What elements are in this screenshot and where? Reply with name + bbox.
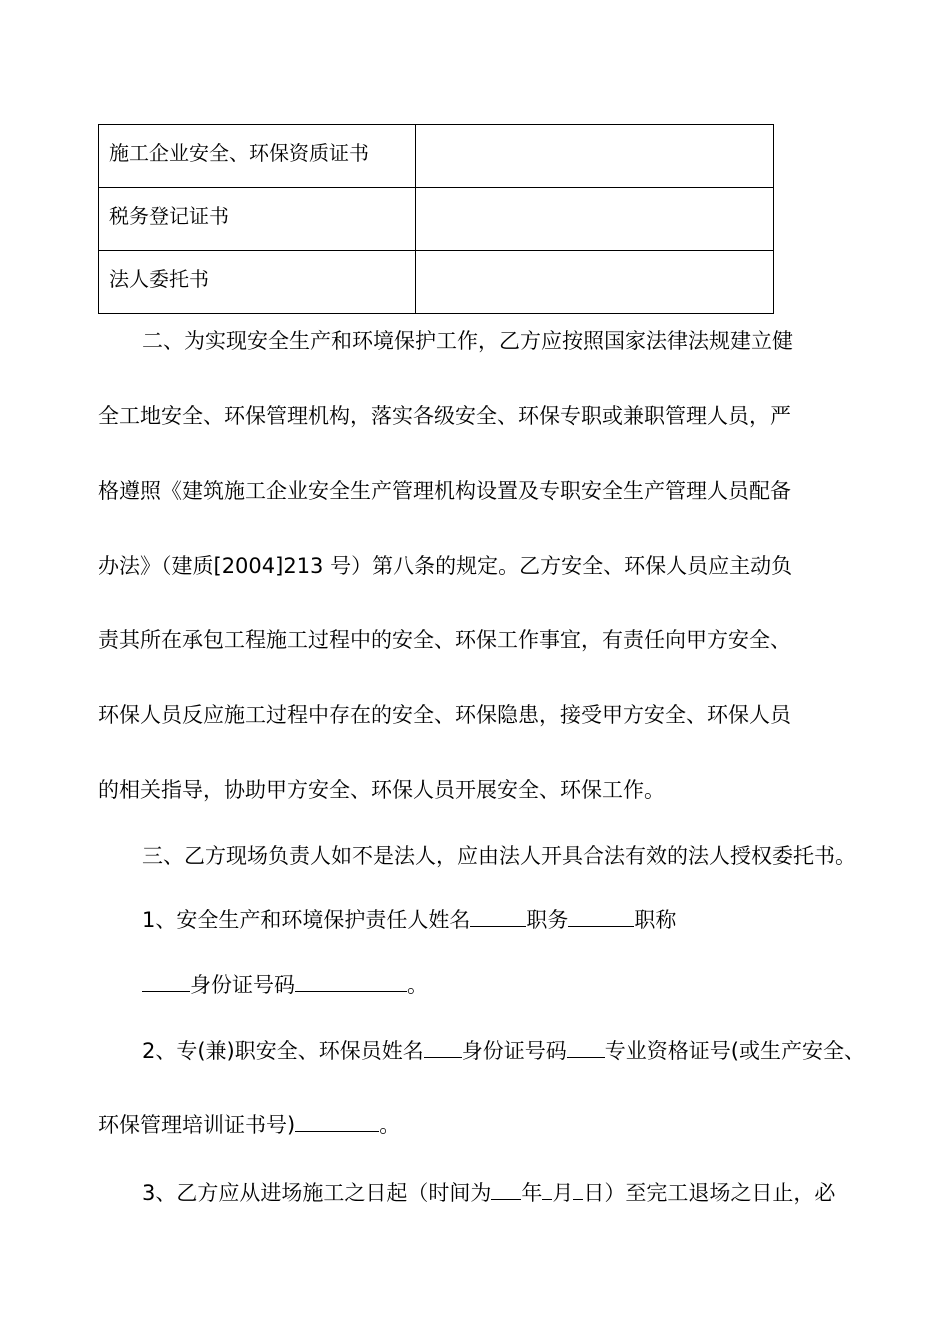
table-cell-label: 法人委托书 [99,251,416,314]
year-blank [491,1177,521,1200]
table-row [99,188,774,251]
position-blank [568,904,634,927]
paragraph-line: 责其所在承包工程施工过程中的安全、环保工作事宜，有责任向甲方安全、 [98,628,791,652]
paragraph-line: 二、为实现安全生产和环境保护工作，乙方应按照国家法律法规建立健 [142,329,793,353]
item3-line1 [142,1177,835,1208]
table-cell-value [416,251,774,314]
month-blank [542,1177,552,1200]
training-cert-blank [295,1109,379,1132]
item1-id-label: 身份证号码 [190,973,295,997]
item2-period: 。 [379,1113,401,1137]
item2-training-label: 环保管理培训证书号) [98,1113,296,1137]
paragraph-line: 的相关指导，协助甲方安全、环保人员开展安全、环保工作。 [98,778,665,802]
table-cell-value [416,125,774,188]
item3-year: 年 [521,1181,543,1205]
day-blank [573,1177,583,1200]
item2-name-label: 2、专(兼)职安全、环保员姓名 [142,1039,424,1063]
section3-intro: 三、乙方现场负责人如不是法人，应由法人开具合法有效的法人授权委托书。 [142,844,856,868]
table-cell-value [416,188,774,251]
table-cell-label: 税务登记证书 [99,188,416,251]
paragraph-line: 格遵照《建筑施工企业安全生产管理机构设置及专职安全生产管理人员配备 [98,479,791,503]
item1-name-label: 1、安全生产和环境保护责任人姓名 [142,908,471,932]
item2-line1 [142,1035,865,1066]
name-blank [470,904,526,927]
item3-month: 月 [552,1181,574,1205]
item1-period: 。 [407,973,428,997]
item1-title-label: 职称 [634,908,677,932]
id-number-blank [295,969,407,992]
item2-line2 [98,1109,400,1140]
safety-officer-id-blank [567,1035,605,1058]
table-cell-label: 施工企业安全、环保资质证书 [99,125,416,188]
certificate-table [98,124,774,314]
paragraph-line: 办法》（建质[2004]213 号）第八条的规定。乙方安全、环保人员应主动负 [98,554,793,578]
item2-cert-label: 专业资格证号(或生产安全、 [604,1039,865,1063]
table-row [99,125,774,188]
title-blank [142,969,190,992]
item3-text-a: 3、乙方应从进场施工之日起（时间为 [142,1181,492,1205]
item1-line1 [142,904,676,935]
item3-text-d: 日）至完工退场之日止，必 [583,1181,836,1205]
item2-id-label: 身份证号码 [461,1039,567,1063]
paragraph-line: 环保人员反应施工过程中存在的安全、环保隐患，接受甲方安全、环保人员 [98,703,791,727]
item1-position-label: 职务 [526,908,569,932]
paragraph-line: 全工地安全、环保管理机构，落实各级安全、环保专职或兼职管理人员，严 [98,404,791,428]
item1-line2 [142,969,428,1000]
table-row [99,251,774,314]
safety-officer-name-blank [424,1035,462,1058]
